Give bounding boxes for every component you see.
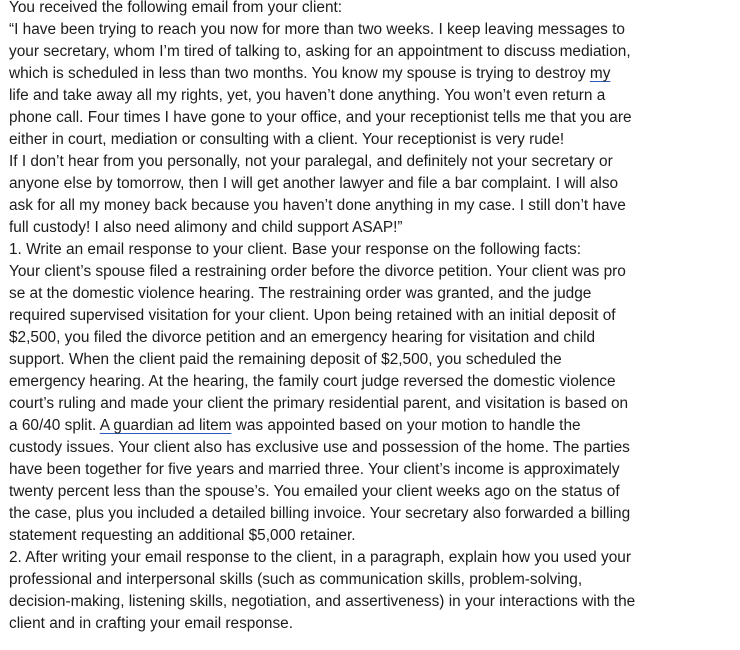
text-line: either in court, mediation or consulting with a client. Your receptionist is very rude! — [9, 131, 565, 148]
text-line: ask for all my money back because you haven’t done anything in my case. I still don’t have — [9, 197, 626, 214]
text-line: life and take away all my rights, yet, you haven’t done anything. You won’t even return a — [9, 87, 606, 104]
text-line: custody issues. Your client also has exclusive use and possession of the home. The parties — [9, 439, 630, 456]
text-line: “I have been trying to reach you now for more than two weeks. I keep leaving messages to — [9, 21, 625, 38]
text-line: professional and interpersonal skills (such as communication skills, problem-solving, — [9, 571, 583, 588]
text-line: client and in crafting your email response. — [9, 615, 294, 632]
text-line — [9, 63, 714, 85]
text-segment: a 60/40 split. — [9, 417, 100, 434]
text-segment: was appointed based on your motion to handle the — [231, 417, 581, 434]
text-line: se at the domestic violence hearing. The restraining order was granted, and the judge — [9, 285, 592, 302]
text-line: $2,500, you filed the divorce petition and an emergency hearing for visitation and child — [9, 329, 596, 346]
text-line: your secretary, whom I’m tired of talking to, asking for an appointment to discuss mediation, — [9, 43, 631, 60]
proofing-underlined-text[interactable]: my — [589, 65, 611, 82]
text-line: decision-making, listening skills, negotiation, and assertiveness) in your interactions with the — [9, 593, 636, 610]
text-line: 1. Write an email response to your client. Base your response on the following facts: — [9, 241, 582, 258]
text-line: statement requesting an additional $5,000 retainer. — [9, 527, 356, 544]
text-line: twenty percent less than the spouse’s. You emailed your client weeks ago on the status of — [9, 483, 620, 500]
text-line: Your client’s spouse filed a restraining order before the divorce petition. Your client was pro — [9, 263, 626, 280]
text-line — [9, 415, 714, 437]
text-line: phone call. Four times I have gone to your office, and your receptionist tells me that you are — [9, 109, 632, 126]
text-line: required supervised visitation for your client. Upon being retained with an initial deposit of — [9, 307, 616, 324]
text-line: anyone else by tomorrow, then I will get another lawyer and file a bar complaint. I will also — [9, 175, 619, 192]
text-line: have been together for five years and married three. Your client’s income is approximately — [9, 461, 620, 478]
text-segment: which is scheduled in less than two months. You know my spouse is trying to destroy — [9, 65, 590, 82]
proofing-underlined-text[interactable]: A guardian ad litem — [99, 417, 232, 434]
text-line: If I don’t hear from you personally, not your paralegal, and definitely not your secretary or — [9, 153, 613, 170]
text-line: support. When the client paid the remaining deposit of $2,500, you scheduled the — [9, 351, 562, 368]
text-line: 2. After writing your email response to the client, in a paragraph, explain how you used your — [9, 549, 631, 566]
text-line: full custody! I also need alimony and child support ASAP!” — [9, 219, 403, 236]
text-line: emergency hearing. At the hearing, the family court judge reversed the domestic violence — [9, 373, 616, 390]
document-body — [9, 0, 714, 635]
text-line: You received the following email from your client: — [9, 0, 343, 16]
text-line: the case, plus you included a detailed billing invoice. Your secretary also forwarded a billing — [9, 505, 631, 522]
text-line: court’s ruling and made your client the primary residential parent, and visitation is based on — [9, 395, 629, 412]
